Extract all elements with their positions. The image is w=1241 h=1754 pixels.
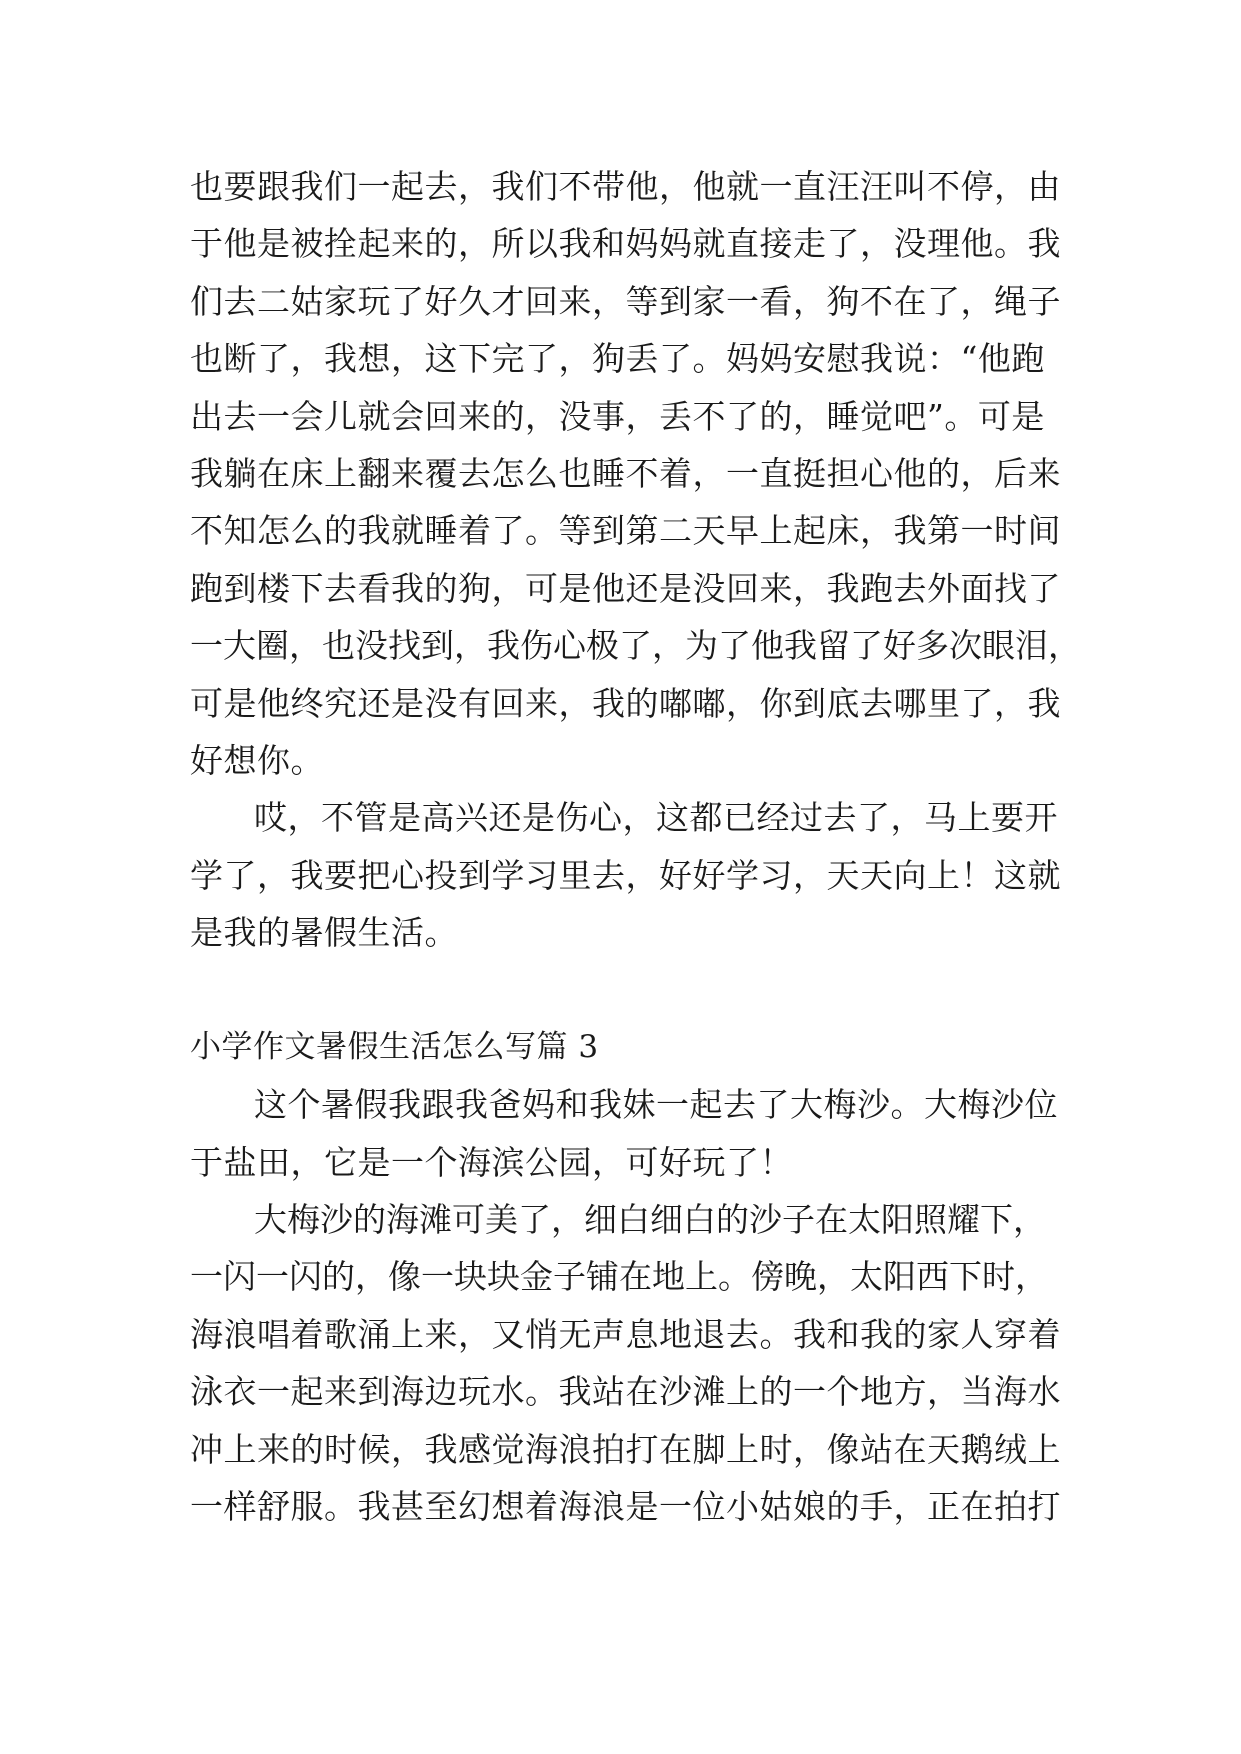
text-line: 是我的暑假生活。 xyxy=(190,913,458,953)
paragraph-intro-dameisha xyxy=(190,1076,1058,1191)
text-line: 跑到楼下去看我的狗，可是他还是没回来，我跑去外面找了 xyxy=(190,568,1061,608)
text-line: 一闪一闪的，像一块块金子铺在地上。傍晚，太阳西下时， xyxy=(190,1257,1048,1297)
text-line: 一样舒服。我甚至幻想着海浪是一位小姑娘的手，正在拍打 xyxy=(190,1486,1061,1526)
text-line xyxy=(190,1076,1058,1133)
text-line: 我躺在床上翻来覆去怎么也睡不着，一直挺担心他的，后来 xyxy=(190,454,1061,494)
section-spacer xyxy=(190,962,1050,1019)
paragraph-dog-story xyxy=(190,158,1081,789)
text-line: 于他是被拴起来的，所以我和妈妈就直接走了，没理他。我 xyxy=(190,224,1061,264)
text-line-content: 大梅沙的海滩可美了，细白细白的沙子在太阳照耀下， xyxy=(254,1199,1046,1239)
text-line: 海浪唱着歌涌上来，又悄无声息地退去。我和我的家人穿着 xyxy=(190,1314,1061,1354)
text-line: 好想你。 xyxy=(190,741,324,781)
paragraph-conclusion xyxy=(190,789,1061,961)
text-line: 们去二姑家玩了好久才回来，等到家一看，狗不在了，绳子 xyxy=(190,281,1061,321)
text-line-content: 这个暑假我跟我爸妈和我妹一起去了大梅沙。大梅沙位 xyxy=(254,1085,1058,1125)
text-line: 不知怎么的我就睡着了。等到第二天早上起床，我第一时间 xyxy=(190,511,1061,551)
text-line: 学了，我要把心投到学习里去，好好学习，天天向上！这就 xyxy=(190,855,1061,895)
text-line: 也要跟我们一起去，我们不带他，他就一直汪汪叫不停，由 xyxy=(190,167,1061,206)
text-line-content: 哎，不管是高兴还是伤心，这都已经过去了，马上要开 xyxy=(254,798,1058,838)
section-heading: 小学作文暑假生活怎么写篇 3 xyxy=(190,1028,599,1065)
text-line: 出去一会儿就会回来的，没事，丢不了的，睡觉吧”。可是 xyxy=(190,396,1045,436)
text-line: 可是他终究还是没有回来，我的嘟嘟，你到底去哪里了，我 xyxy=(190,683,1061,723)
document-body xyxy=(190,158,1081,1535)
text-line: 冲上来的时候，我感觉海浪拍打在脚上时，像站在天鹅绒上 xyxy=(190,1429,1061,1469)
text-line: 泳衣一起来到海边玩水。我站在沙滩上的一个地方，当海水 xyxy=(190,1372,1061,1412)
text-line: 也断了，我想，这下完了，狗丢了。妈妈安慰我说：“他跑 xyxy=(190,339,1045,379)
text-line xyxy=(190,789,1058,846)
text-line xyxy=(190,1191,1050,1248)
text-line: 一大圈，也没找到，我伤心极了，为了他我留了好多次眼泪， xyxy=(190,626,1081,666)
text-line: 于盐田，它是一个海滨公园，可好玩了！ xyxy=(190,1142,793,1182)
paragraph-beach xyxy=(190,1191,1061,1535)
